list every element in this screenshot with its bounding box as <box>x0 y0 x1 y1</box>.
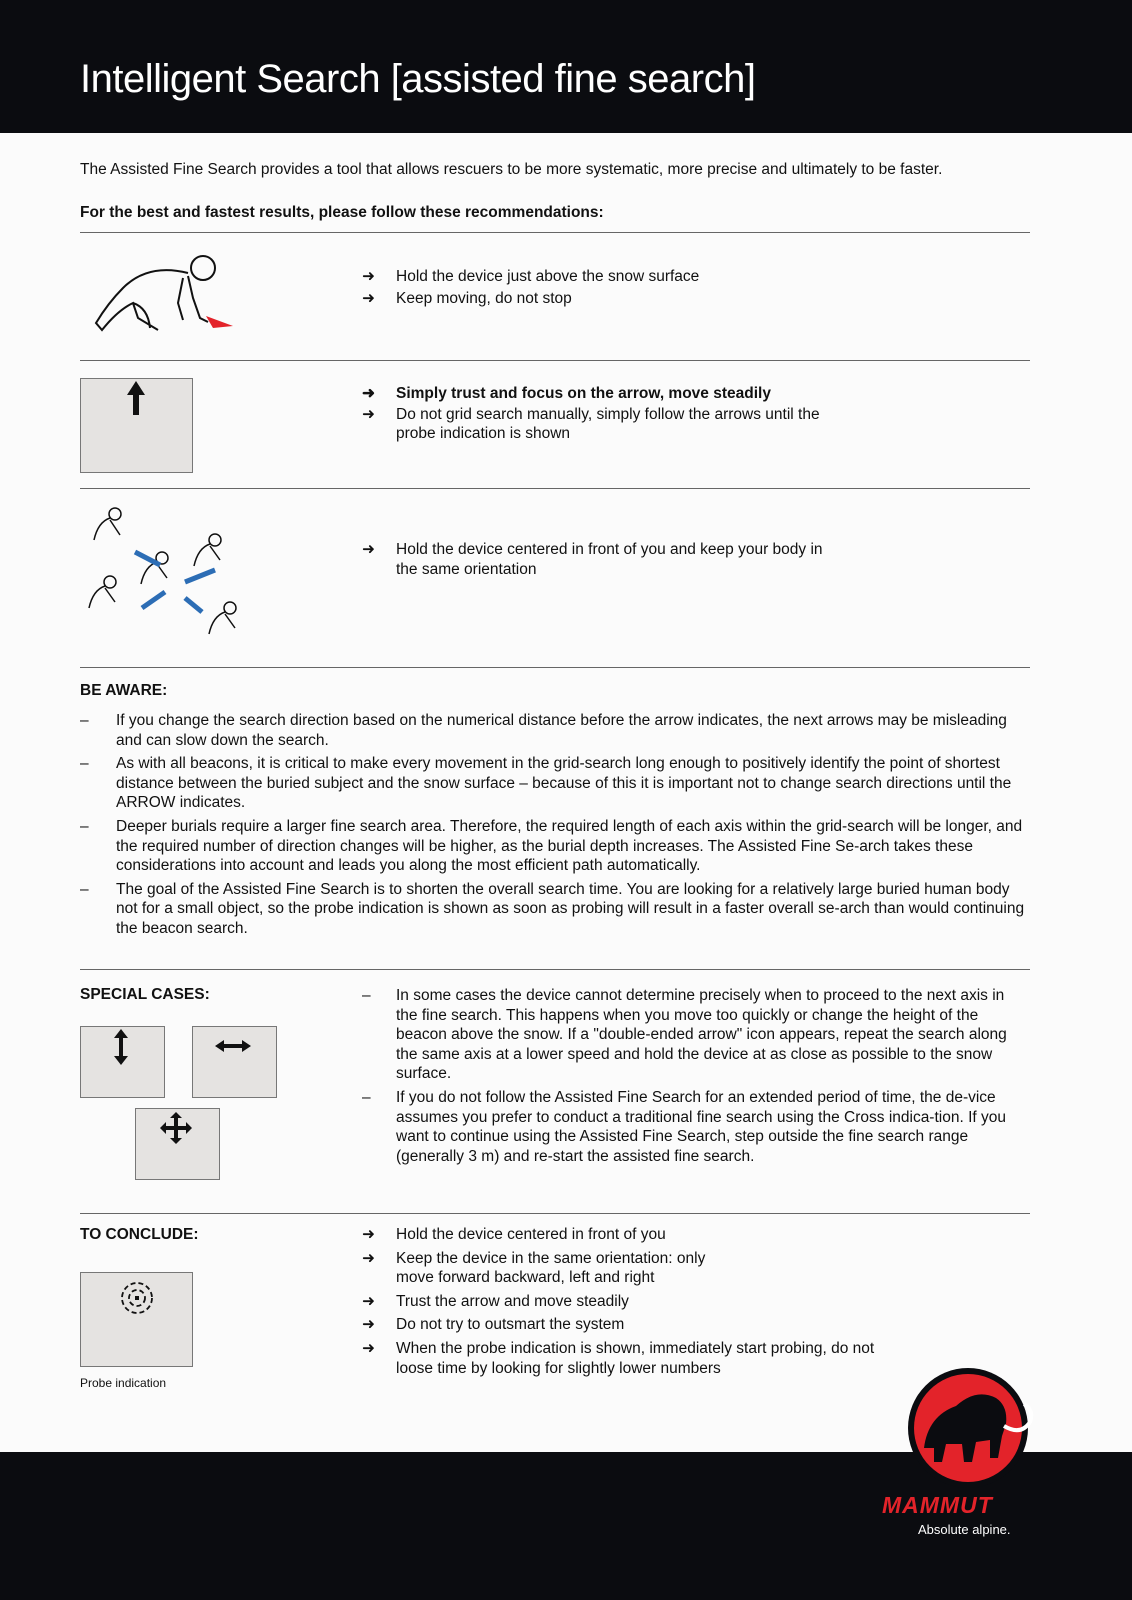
list-item <box>362 1339 882 1378</box>
brand-tagline: Absolute alpine. <box>918 1522 1011 1537</box>
list-item <box>362 1249 742 1288</box>
list-item <box>362 289 1032 309</box>
list-item <box>362 1225 882 1245</box>
mammut-logo-icon <box>906 1366 1041 1491</box>
divider <box>80 488 1030 489</box>
item-text: Deeper burials require a larger fine search area. Therefore, the required length of each axis within the grid-search will be longer, and the required number of direction changes will be higher, as the burial depth increases. The Assisted Fine Se-arch takes these considerations into account and leads you along the most efficient path automatically. <box>116 817 1023 875</box>
dash-bullet: – <box>80 712 89 729</box>
arrow-bullet-icon: ➜ <box>362 289 375 307</box>
dash-bullet: – <box>362 1088 371 1106</box>
item-text: When the probe indication is shown, immediately start probing, do not loose time by looking for slightly lower numbers <box>396 1339 875 1377</box>
list-item <box>80 817 1030 876</box>
search-pattern-illustration <box>80 500 255 650</box>
item-text: Do not grid search manually, simply follow the arrows until the probe indication is shown <box>396 405 820 443</box>
arrow-bullet-icon: ➜ <box>362 1226 375 1243</box>
device-screen-probe <box>80 1272 193 1367</box>
list-item <box>80 711 1030 750</box>
be-aware-heading: BE AWARE: <box>80 682 168 699</box>
list-item <box>362 1315 882 1335</box>
conclude-list <box>362 1225 882 1378</box>
item-text: If you do not follow the Assisted Fine Search for an extended period of time, the de-vice assumes you prefer to conduct a traditional fine search using the Cross indica-tion. If you want to continue using the Assisted Fine Search, step outside the fine search range (generally 3 m) and re-start the assisted fine search. <box>396 1088 1006 1165</box>
item-text: The goal of the Assisted Fine Search is to shorten the overall search time. You are looking for a relatively large buried human body not for a small object, so the probe indication is shown as soon as probing will result in a faster overall se-arch than would continuing the beacon search. <box>116 880 1025 937</box>
device-screen-vertical-arrow <box>80 1026 165 1098</box>
item-text: If you change the search direction based on the numerical distance before the arrow indicates, the next arrows may be misleading and can slow down the search. <box>116 712 1007 749</box>
item-text: Hold the device centered in front of you <box>396 1226 666 1243</box>
arrow-bullet-icon: ➜ <box>362 541 375 558</box>
item-text: Do not try to outsmart the system <box>396 1316 625 1334</box>
special-cases-heading: SPECIAL CASES: <box>80 986 210 1003</box>
device-screen-up-arrow <box>80 378 193 473</box>
list-item <box>362 1292 882 1312</box>
arrow-bullet-icon: ➜ <box>362 405 375 423</box>
item-text: Hold the device just above the snow surface <box>396 268 700 285</box>
item-text: In some cases the device cannot determine precisely when to proceed to the next axis in the fine search. This happens when you move too quickly or change the height of the beacon above the snow. If a "double-ended arrow" icon appears, repeat the search along the same axis at a lower speed and hold the device at as close as possible to the snow surface. <box>396 987 1007 1083</box>
recommend-heading: For the best and fastest results, please follow these recommendations: <box>80 204 604 221</box>
divider <box>80 1213 1030 1214</box>
item-text: Hold the device centered in front of you and keep your body in the same orientation <box>396 541 823 578</box>
row3-list <box>362 540 842 579</box>
up-arrow-icon <box>81 379 194 474</box>
item-text: Keep the device in the same orientation: only move forward backward, left and right <box>396 1249 706 1287</box>
brand-name: MAMMUT <box>882 1492 993 1518</box>
divider <box>80 667 1030 668</box>
divider <box>80 360 1030 361</box>
list-item <box>362 384 822 404</box>
dash-bullet: – <box>362 987 371 1004</box>
list-item <box>80 754 1030 813</box>
item-text: As with all beacons, it is critical to make every movement in the grid-search long enough to positively identify the point of shortest distance between the buried subject and the snow surface – because of this it is important not to change search directions until the ARROW indicates. <box>116 755 1012 812</box>
dash-bullet: – <box>80 817 89 835</box>
intro-text: The Assisted Fine Search provides a tool that allows rescuers to be more systematic, more precise and ultimately to be faster. <box>80 161 943 178</box>
device-screen-cross <box>135 1108 220 1180</box>
list-item <box>362 267 1032 287</box>
list-item <box>80 880 1030 939</box>
item-text: Keep moving, do not stop <box>396 289 572 307</box>
list-item <box>362 986 1027 1084</box>
list-item <box>362 540 842 579</box>
arrow-bullet-icon: ➜ <box>362 1339 375 1357</box>
list-item <box>362 405 822 444</box>
arrow-bullet-icon: ➜ <box>362 1316 375 1334</box>
list-item <box>362 1088 1027 1166</box>
row2-list <box>362 384 822 444</box>
row1-list <box>362 267 1032 308</box>
arrow-bullet-icon: ➜ <box>362 385 375 402</box>
probe-indication-icon <box>81 1273 194 1368</box>
item-text: Simply trust and focus on the arrow, move steadily <box>396 385 771 402</box>
dash-bullet: – <box>80 755 89 773</box>
probe-caption: Probe indication <box>80 1376 167 1390</box>
cross-arrows-icon <box>136 1109 221 1181</box>
page-title: Intelligent Search [assisted fine search] <box>80 57 756 101</box>
to-conclude-heading: TO CONCLUDE: <box>80 1226 199 1243</box>
item-text: Trust the arrow and move steadily <box>396 1292 629 1310</box>
crouching-person-illustration <box>88 248 238 340</box>
double-ended-vertical-arrow-icon <box>81 1027 166 1099</box>
divider <box>80 969 1030 970</box>
arrow-bullet-icon: ➜ <box>362 268 375 285</box>
be-aware-list <box>80 711 1030 939</box>
special-cases-list <box>362 986 1027 1166</box>
dash-bullet: – <box>80 880 89 898</box>
arrow-bullet-icon: ➜ <box>362 1249 375 1267</box>
arrow-bullet-icon: ➜ <box>362 1292 375 1310</box>
device-screen-horizontal-arrow <box>192 1026 277 1098</box>
double-ended-horizontal-arrow-icon <box>193 1027 278 1099</box>
divider <box>80 232 1030 233</box>
